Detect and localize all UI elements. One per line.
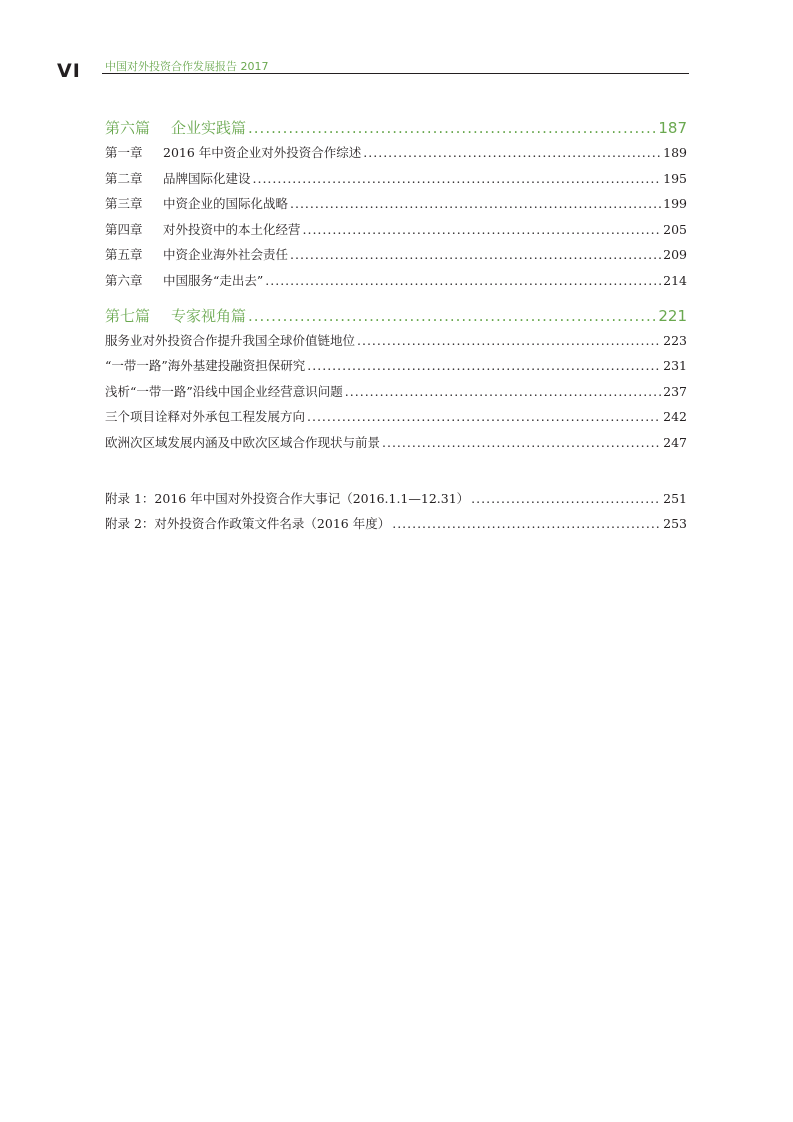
part-label: 第七篇	[105, 306, 151, 325]
page-ref: 214	[663, 272, 687, 288]
dot-leader	[307, 353, 661, 379]
chapter-title: 中国服务“走出去”	[163, 272, 264, 288]
toc-appendices	[105, 486, 687, 537]
page-ref: 205	[663, 221, 687, 237]
page-number: VI	[57, 60, 81, 82]
toc-entry[interactable]	[105, 217, 687, 243]
chapter-title: 中资企业的国际化战略	[163, 196, 289, 212]
chapter-title: 2016 年中资企业对外投资合作综述	[163, 145, 362, 160]
dot-leader	[290, 191, 661, 217]
running-title: 中国对外投资合作发展报告 2017	[105, 60, 269, 73]
part-heading[interactable]	[105, 304, 687, 328]
toc-entry[interactable]	[105, 486, 687, 512]
page-ref: 209	[663, 247, 687, 263]
appendix-title: 附录 2：对外投资合作政策文件名录（2016 年度）	[105, 516, 391, 532]
dot-leader	[363, 140, 661, 166]
dot-leader	[382, 430, 661, 456]
page-ref: 242	[663, 409, 687, 425]
page-ref: 237	[663, 383, 687, 399]
dot-leader	[307, 404, 661, 430]
dot-leader	[357, 328, 661, 354]
dot-leader	[345, 379, 661, 405]
table-of-contents	[105, 116, 687, 547]
page-ref: 223	[663, 332, 687, 348]
part-title: 专家视角篇	[171, 306, 247, 325]
article-title: 欧洲次区域发展内涵及中欧次区域合作现状与前景	[105, 434, 381, 450]
part-label: 第六篇	[105, 119, 151, 137]
chapter-title: 中资企业海外社会责任	[163, 247, 289, 263]
dot-leader	[265, 268, 661, 294]
page-ref: 189	[663, 145, 687, 160]
dot-leader	[290, 242, 661, 268]
toc-entry[interactable]	[105, 166, 687, 192]
appendix-title: 附录 1：2016 年中国对外投资合作大事记（2016.1.1—12.31）	[105, 490, 470, 506]
dot-leader	[303, 217, 662, 243]
toc-part-7	[105, 304, 687, 456]
chapter-number: 第六章	[105, 272, 143, 288]
dot-leader	[253, 166, 662, 192]
chapter-title: 对外投资中的本土化经营	[163, 221, 301, 237]
chapter-number: 第三章	[105, 196, 143, 212]
dot-leader	[248, 116, 656, 140]
page-ref: 231	[663, 358, 687, 374]
chapter-number: 第二章	[105, 170, 143, 186]
toc-entry[interactable]	[105, 511, 687, 537]
toc-entry[interactable]	[105, 404, 687, 430]
page-ref: 253	[663, 516, 687, 532]
toc-entry[interactable]	[105, 328, 687, 354]
page-ref: 251	[663, 490, 687, 506]
page-ref: 221	[658, 306, 687, 325]
part-heading[interactable]	[105, 116, 687, 140]
chapter-number: 第五章	[105, 247, 143, 263]
part-title: 企业实践篇	[171, 119, 247, 137]
toc-entry[interactable]	[105, 242, 687, 268]
toc-entry[interactable]	[105, 268, 687, 294]
toc-part-6	[105, 116, 687, 294]
dot-leader	[471, 486, 661, 512]
page-ref: 199	[663, 196, 687, 212]
toc-entry[interactable]	[105, 430, 687, 456]
toc-entry[interactable]	[105, 379, 687, 405]
article-title: 三个项目诠释对外承包工程发展方向	[105, 409, 306, 425]
chapter-number: 第一章	[105, 145, 143, 160]
dot-leader	[392, 511, 661, 537]
page-ref: 247	[663, 434, 687, 450]
page-ref: 187	[658, 119, 687, 137]
toc-entry[interactable]	[105, 353, 687, 379]
toc-entry[interactable]	[105, 140, 687, 166]
page-ref: 195	[663, 170, 687, 186]
article-title: 服务业对外投资合作提升我国全球价值链地位	[105, 332, 356, 348]
toc-entry[interactable]	[105, 191, 687, 217]
header-rule	[102, 73, 689, 74]
chapter-number: 第四章	[105, 221, 143, 237]
chapter-title: 品牌国际化建设	[163, 170, 251, 186]
article-title: 浅析“一带一路”沿线中国企业经营意识问题	[105, 383, 343, 399]
article-title: “一带一路”海外基建投融资担保研究	[105, 358, 306, 374]
dot-leader	[248, 304, 656, 328]
